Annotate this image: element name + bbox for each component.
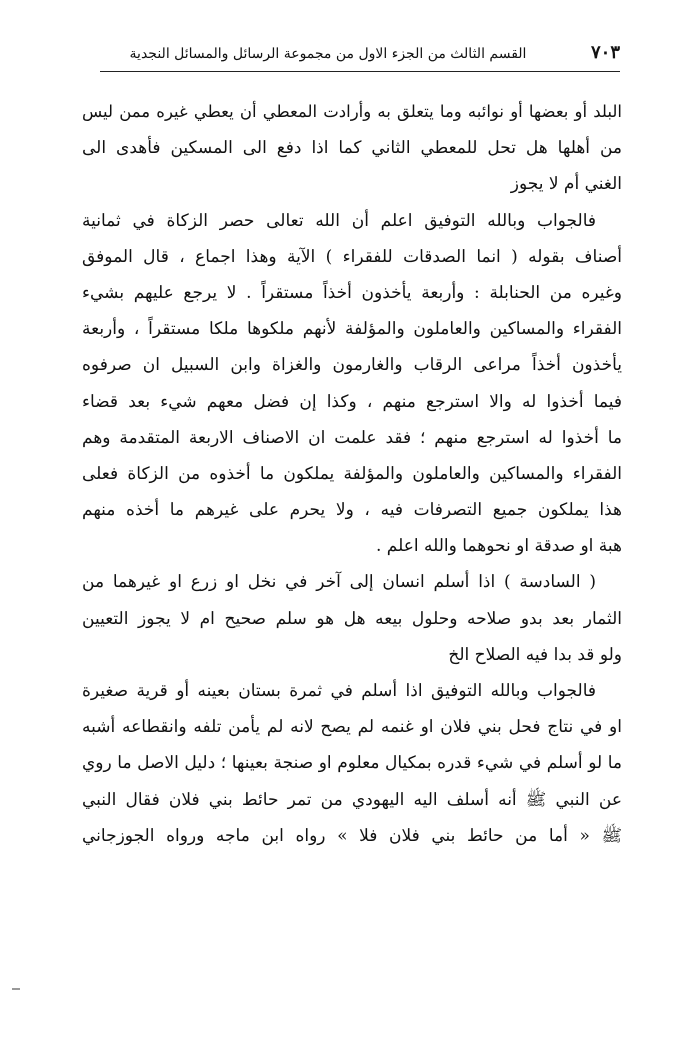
page-number: ٧٠٣ [590, 42, 620, 63]
text-line: أصناف بقوله ( انما الصدقات للفقراء ) الآية وهذا اجماع ، قال الموفق [82, 246, 622, 267]
text-line: هذا يملكون جميع التصرفات فيه ، ولا يحرم على غيرهم ما أخذه منهم [82, 500, 622, 521]
text-line: عن النبي ﷺ أنه أسلف اليه اليهودي من تمر حائط بني فلان فقال النبي [82, 789, 622, 810]
text-line: فيما أخذوا له والا استرجع منهم ، وكذا إن فضل معهم شيء بعد قضاء [82, 391, 622, 412]
text-line: الغني أم لا يجوز [510, 174, 622, 195]
page-header [100, 38, 620, 72]
text-line: الثمار بعد بدو صلاحه وحلول بيعه هل هو سلم صحيح ام لا يجوز التعيين [82, 608, 622, 629]
text-line: من أهلها هل تحل للمعطي الثاني كما اذا دفع الى المسكين فأهدى الى [82, 138, 622, 159]
margin-mark [12, 988, 20, 990]
text-line: البلد أو بعضها أو نوائبه وما يتعلق به وأرادت المعطي أن يعطي غيره ممن ليس [82, 102, 622, 121]
header-rule [100, 71, 620, 72]
text-line: الفقراء والمساكين والعاملون والمؤلفة لأنهم ملكوها ملكا مستقراً ، وأربعة [82, 319, 622, 340]
text-line: يأخذون أخذاً مراعى الرقاب والغارمون والغزاة وابن السبيل ان صرفوه [82, 355, 622, 376]
text-line: فالجواب وبالله التوفيق اذا أسلم في ثمرة بستان بعينه أو قرية صغيرة [82, 681, 596, 701]
text-line: ( السادسة ) اذا أسلم انسان إلى آخر في نخل او زرع او غيرهما من [82, 572, 596, 593]
text-line: ما لو أسلم في شيء قدره بمكيال معلوم او صنجة بعينها ؛ دليل الاصل ما روي [82, 753, 622, 774]
text-line: ما أخذوا له استرجع منهم ؛ فقد علمت ان الاصناف الاربعة المتقدمة وهم [82, 427, 622, 448]
text-line: هبة او صدقة او نحوهما والله اعلم . [375, 536, 622, 557]
text-line: ولو قد بدا فيه الصلاح الخ [448, 644, 622, 665]
running-title: القسم الثالث من الجزء الاول من مجموعة الرسائل والمسائل النجدية [129, 46, 527, 62]
text-line: الفقراء والمساكين والعاملون والمؤلفة يملكون ما أخذوه من الزكاة فعلى [82, 463, 622, 484]
text-line: وغيره من الحنابلة : وأربعة يأخذون أخذاً مستقراً . لا يرجع عليهم بشيء [82, 282, 622, 303]
text-line: فالجواب وبالله التوفيق اعلم أن الله تعالى حصر الزكاة في ثمانية [82, 210, 596, 231]
text-line: ﷺ « أما من حائط بني فلان فلا » رواه ابن ماجه ورواه الجوزجاني [82, 825, 622, 846]
body-text [82, 94, 622, 854]
text-line: او في نتاج فحل بني فلان او غنمه لم يصح لانه لم يأمن تلفه وانقطاعه أشبه [82, 717, 622, 738]
